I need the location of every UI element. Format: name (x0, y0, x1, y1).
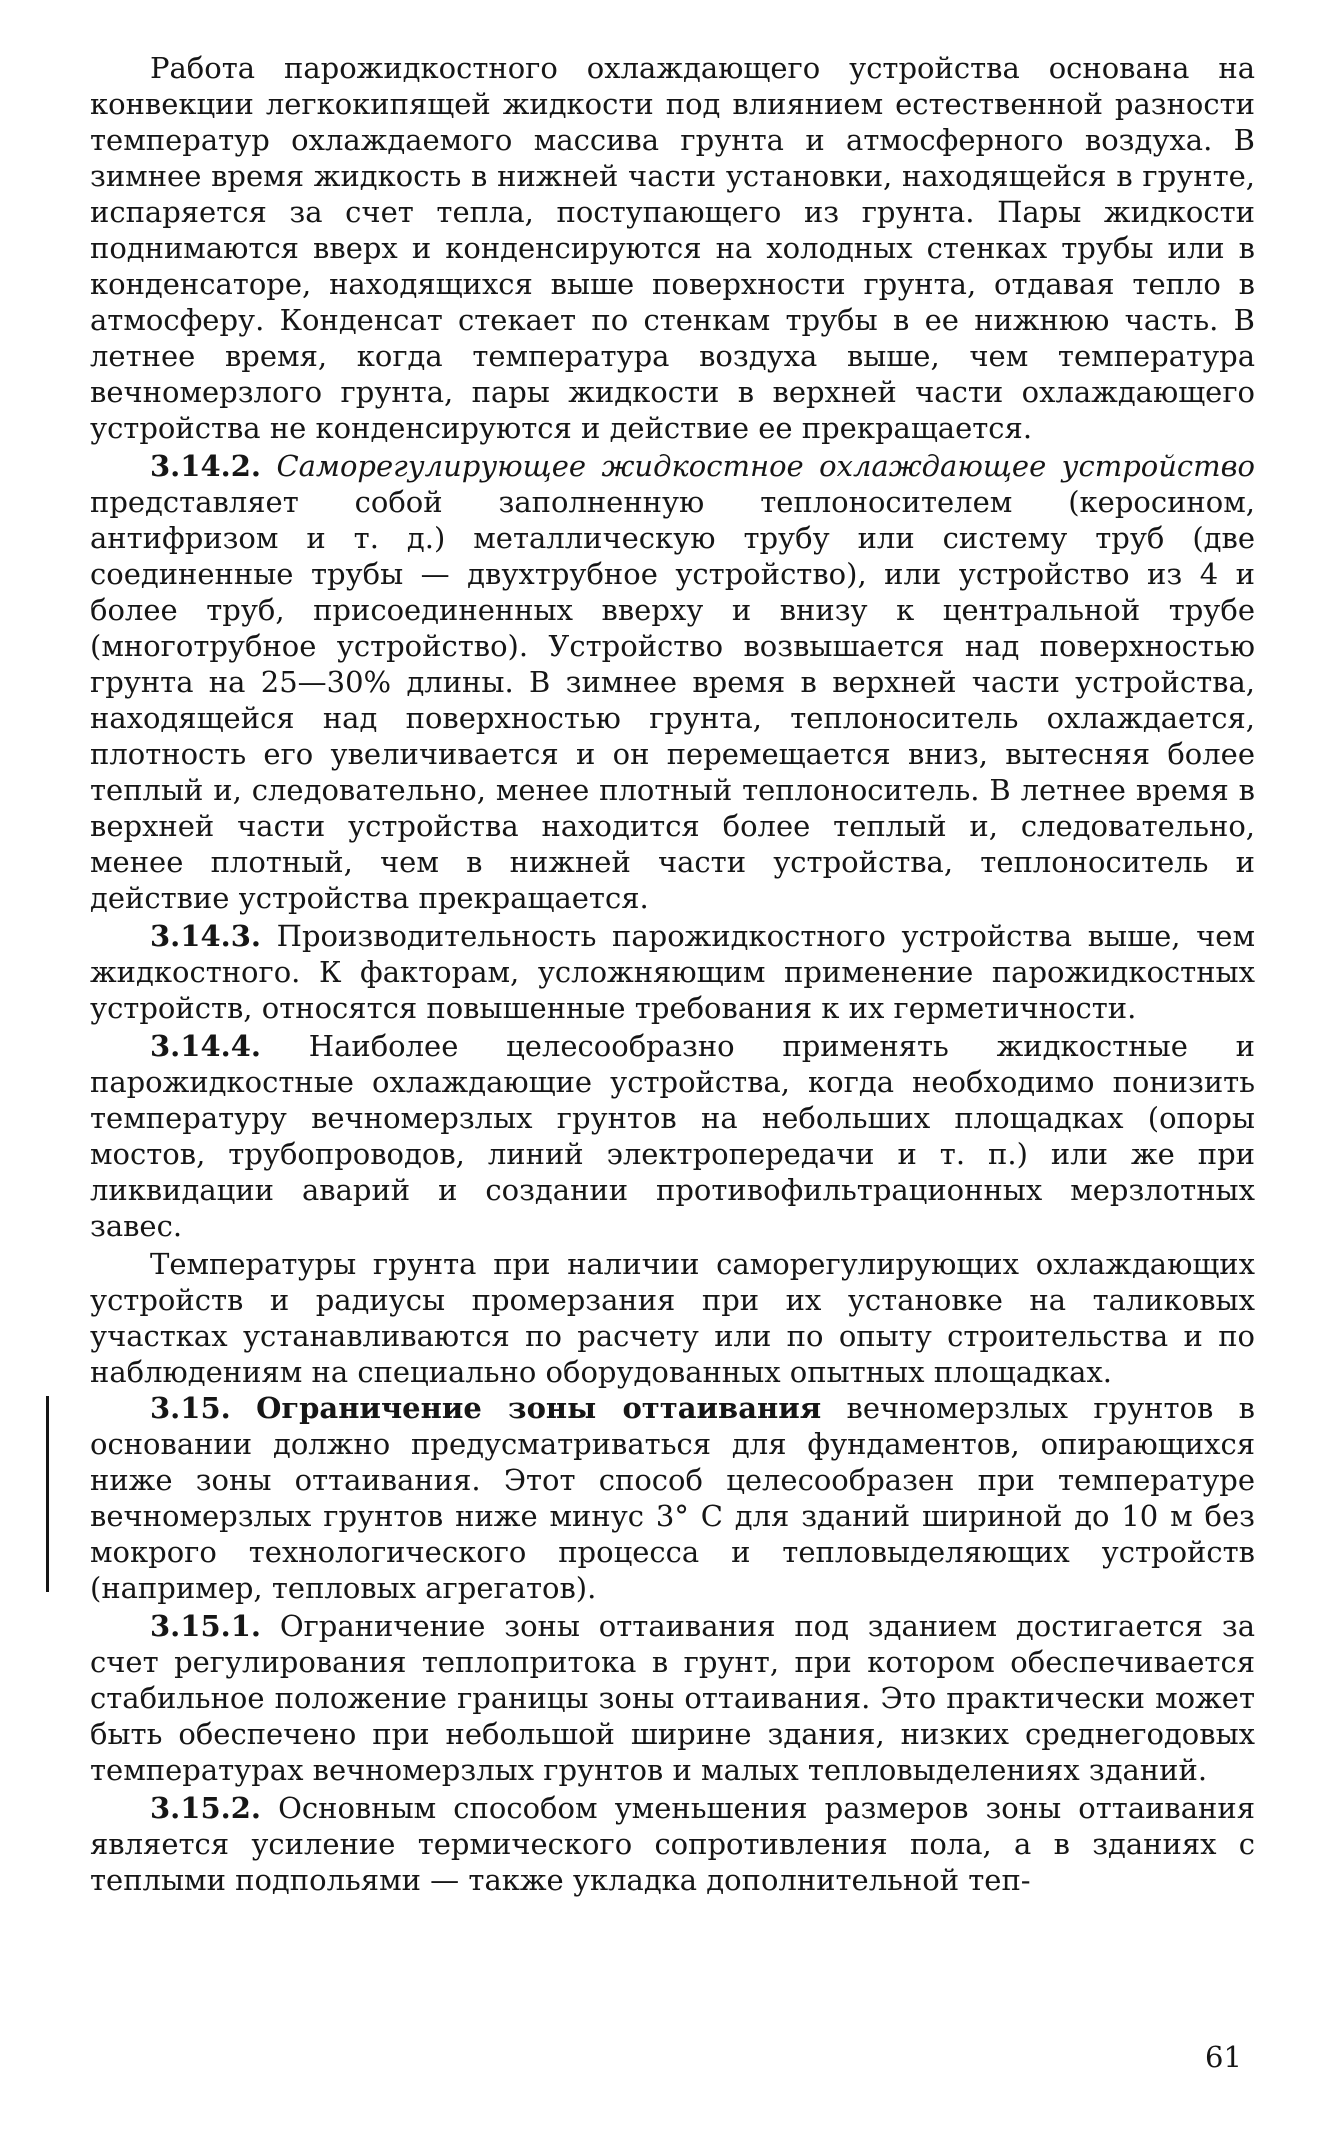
paragraph-3-14-3 (90, 918, 1255, 1026)
section-number: 3.14.3. (150, 919, 262, 953)
section-number: 3.14.4. (150, 1029, 262, 1063)
paragraph-text: вечномерзлых грунтов в основании должно предусматриваться для фундаментов, опирающихся ниже зоны оттаивания. Этот способ целесообразен при температуре вечномерзлых грунтов ниже минус 3° С для зданий шириной до 10 м без мокрого технологического процесса и тепловыделяющих устройств (например, тепловых агрегатов). (90, 1391, 1255, 1605)
paragraph-text: Производительность парожидкостного устройства выше, чем жидкостного. К факторам, усложняющим применение парожидкостных устройств, относятся повышенные требования к их герметичности. (90, 919, 1256, 1025)
paragraph-text: Температуры грунта при наличии саморегулирующих охлаждающих устройств и радиусы промерзания при их установке на таликовых участках устанавливаются по расчету или по опыту строительства и по наблюдениям на специально оборудованных опытных площадках. (90, 1247, 1255, 1389)
section-number: 3.15.2. (150, 1791, 262, 1825)
paragraph-text: представляет собой заполненную теплоносителем (керосином, антифризом и т. д.) металлическую трубу или систему труб (две соединенные трубы — двухтрубное устройство), или устройство из 4 и более труб, присоединенных вверху и внизу к центральной трубе (многотрубное устройство). Устройство возвышается над поверхностью грунта на 25—30% длины. В зимнее время в верхней части устройства, находящейся над поверхностью грунта, теплоноситель охлаждается, плотность его увеличивается и он перемещается вниз, вытесняя более теплый и, следовательно, менее плотный теплоноситель. В летнее время в верхней части устройства находится более теплый и, следовательно, менее плотный, чем в нижней части устройства, теплоноситель и действие устройства прекращается. (90, 485, 1255, 915)
paragraph-text: Работа парожидкостного охлаждающего устройства основана на конвекции легкокипящей жидкости под влиянием естественной разности температур охлаждаемого массива грунта и атмосферного воздуха. В зимнее время жидкость в нижней части установки, находящейся в грунте, испаряется за счет тепла, поступающего из грунта. Пары жидкости поднимаются вверх и конденсируются на холодных стенках трубы или в конденсаторе, находящихся выше поверхности грунта, отдавая тепло в атмосферу. Конденсат стекает по стенкам трубы в ее нижнюю часть. В летнее время, когда температура воздуха выше, чем температура вечномерзлого грунта, пары жидкости в верхней части охлаждающего устройства не конденсируются и действие ее прекращается. (90, 51, 1255, 445)
section-number: 3.15.1. (150, 1609, 262, 1643)
paragraph-3-14-2 (90, 448, 1255, 916)
paragraph-convection (90, 50, 1255, 446)
paragraph-3-15-marked (46, 1390, 1255, 1606)
page-number: 61 (1205, 2040, 1242, 2074)
section-number: 3.15. (150, 1391, 231, 1425)
section-title-bold: Ограничение зоны оттаивания (256, 1391, 822, 1425)
paragraph-3-15-1 (90, 1608, 1255, 1788)
paragraph-text: Наиболее целесообразно применять жидкостные и парожидкостные охлаждающие устройства, когда необходимо понизить температуру вечномерзлых грунтов на небольших площадках (опоры мостов, трубопроводов, линий электропередачи и т. п.) или же при ликвидации аварий и создании противофильтрационных мерзлотных завес. (90, 1029, 1255, 1243)
section-lead-italic: Саморегулирующее жидкостное охлаждающее устройство (276, 449, 1255, 483)
margin-change-bar (46, 1396, 49, 1592)
document-page (90, 50, 1255, 1898)
paragraph-3-15 (90, 1390, 1255, 1606)
paragraph-text: Ограничение зоны оттаивания под зданием достигается за счет регулирования теплопритока в грунт, при котором обеспечивается стабильное положение границы зоны оттаивания. Это практически может быть обеспечено при небольшой ширине здания, низких среднегодовых температурах вечномерзлых грунтов и малых тепловыделениях зданий. (90, 1609, 1255, 1787)
paragraph-3-15-2 (90, 1790, 1255, 1898)
paragraph-text: Основным способом уменьшения размеров зоны оттаивания является усиление термического сопротивления пола, а в зданиях с теплыми подпольями — также укладка дополнительной теп- (90, 1791, 1256, 1897)
paragraph-ground-temperatures (90, 1246, 1255, 1390)
section-number: 3.14.2. (150, 449, 262, 483)
paragraph-3-14-4 (90, 1028, 1255, 1244)
